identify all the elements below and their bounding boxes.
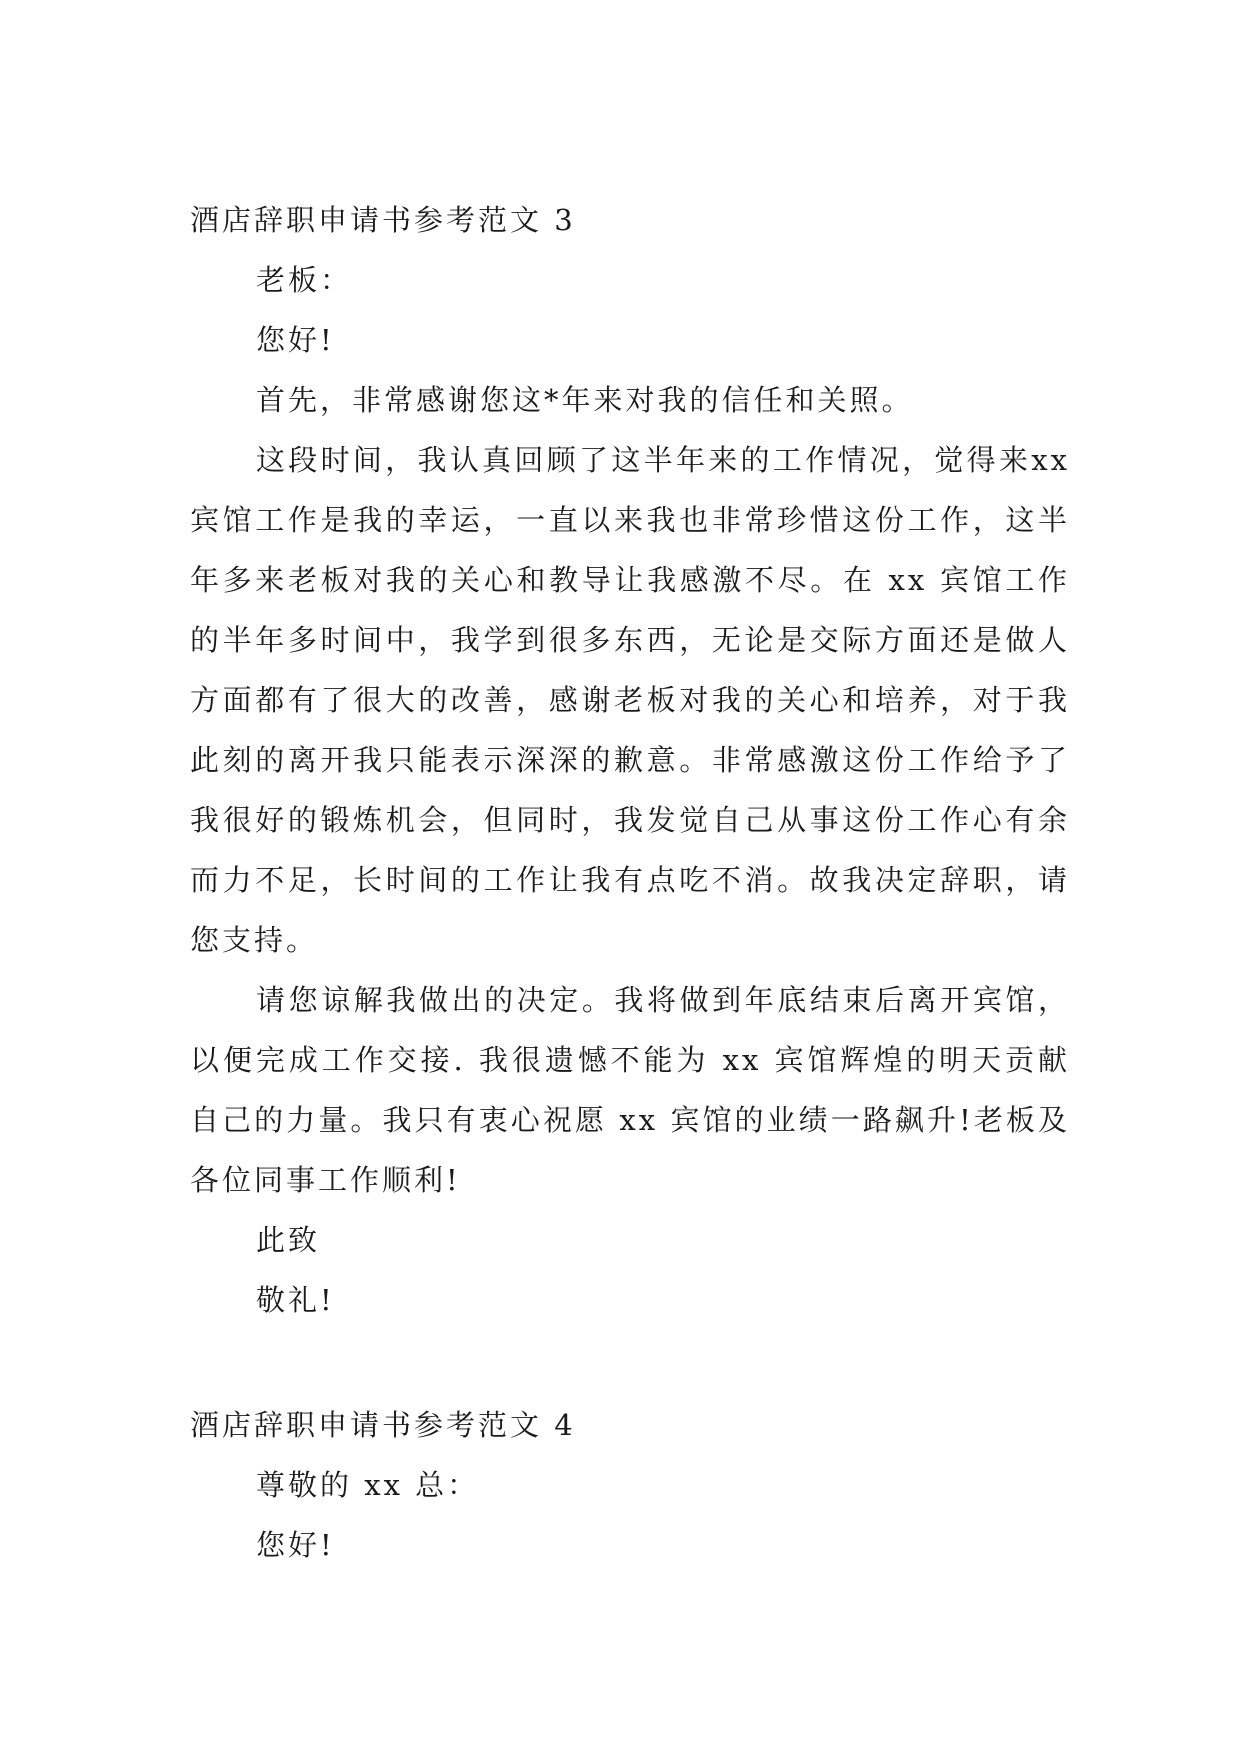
section-4-title: 酒店辞职申请书参考范文 4 xyxy=(190,1408,576,1442)
section-3-title: 酒店辞职申请书参考范文 3 xyxy=(190,203,576,237)
salutation: 尊敬的 xx 总： xyxy=(256,1468,480,1502)
paragraph-thanks: 首先，非常感谢您这*年来对我的信任和关照。 xyxy=(256,383,914,417)
salutation: 老板： xyxy=(256,263,353,297)
paragraph-reflection: 这段时间，我认真回顾了这半年来的工作情况，觉得来xx 宾馆工作是我的幸运，一直以来我也非常珍惜这份工作，这半年多来老板对我的关心和教导让我感激不尽。在 xx 宾馆工作的半年多时间中，我学到很多东西，无论是交际方面还是做人方面都有了很大的改善，感谢老板对我的关心和培养，对于我此刻的离开我只能表示深深的歉意。非常感激这份工作给予了我很好的锻炼机会，但同时，我发觉自己从事这份工作心有余而力不足，长时间的工作让我有点吃不消。故我决定辞职，请您支持。 xyxy=(190,443,1070,957)
paragraph-decision: 请您谅解我做出的决定。我将做到年底结束后离开宾馆，以便完成工作交接. 我很遗憾不能为 xx 宾馆辉煌的明天贡献自己的力量。我只有衷心祝愿 xx 宾馆的业绩一路飙升!老板及各位同事工作顺利! xyxy=(190,983,1070,1197)
closing-regards: 此致 xyxy=(256,1223,321,1257)
greeting: 您好! xyxy=(256,1528,335,1562)
greeting: 您好! xyxy=(256,323,335,357)
section-3 xyxy=(190,190,1070,1330)
closing-salute: 敬礼! xyxy=(256,1283,335,1317)
section-4 xyxy=(190,1395,1070,1575)
